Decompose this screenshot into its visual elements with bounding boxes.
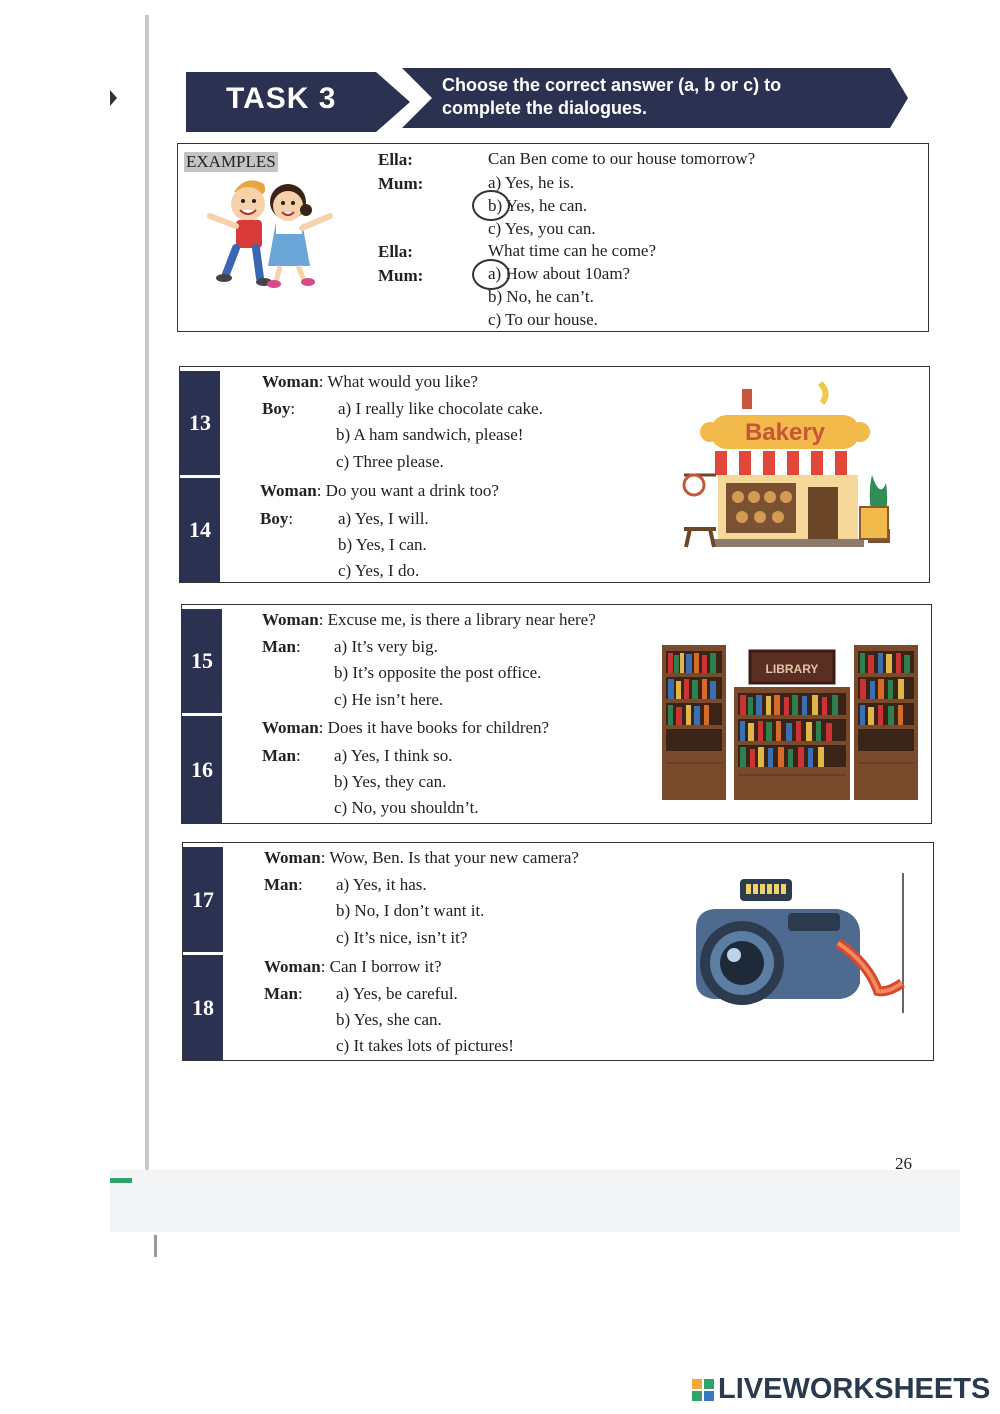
logo-text: LIVEWORKSHEETS — [718, 1373, 991, 1405]
question-speaker: Woman — [260, 481, 317, 500]
question-speaker: Woman — [262, 372, 319, 391]
question-speaker: Woman — [264, 848, 321, 867]
option-c[interactable]: c) No, you shouldn’t. — [334, 798, 479, 817]
question-line — [262, 372, 478, 392]
answer-speaker-line: Man: — [264, 984, 303, 1003]
example-line: a) How about 10am? — [488, 264, 631, 283]
page-number: 26 — [895, 1154, 912, 1173]
option-c[interactable]: c) Yes, I do. — [338, 561, 420, 580]
task-title: TASK 3 — [226, 82, 337, 115]
question-text: : Excuse me, is there a library near here? — [318, 610, 596, 629]
answer-speaker-line: Boy: — [262, 399, 296, 418]
option-b[interactable]: b) Yes, they can. — [334, 772, 447, 791]
example-speaker: Ella: — [378, 150, 413, 169]
question-speaker: Woman — [262, 718, 319, 737]
answer-circle — [472, 259, 510, 290]
option-a[interactable]: a) Yes, it has. — [336, 875, 427, 894]
question-text: : Can I borrow it? — [320, 957, 442, 976]
answer-speaker: Man — [264, 984, 298, 1003]
question-line — [260, 481, 499, 501]
example-line: c) To our house. — [488, 310, 598, 329]
answer-speaker-line: Boy: — [260, 509, 294, 528]
example-line: a) Yes, he is. — [488, 173, 574, 192]
option-a[interactable]: a) Yes, I will. — [338, 509, 429, 528]
option-c[interactable]: c) He isn’t here. — [334, 690, 444, 709]
option-b[interactable]: b) Yes, I can. — [338, 535, 427, 554]
answer-speaker: Man — [262, 637, 296, 656]
children-illustration — [206, 174, 341, 299]
example-speaker: Ella: — [378, 242, 413, 261]
question-group-13-14 — [179, 366, 930, 583]
example-speaker: Mum: — [378, 174, 424, 193]
question-text: : What would you like? — [318, 372, 478, 391]
instruction-line-1: Choose the correct answer (a, b or c) to — [442, 75, 782, 95]
question-line — [264, 848, 579, 868]
question-number: 15 — [182, 609, 222, 713]
example-line: Can Ben come to our house tomorrow? — [488, 149, 756, 168]
example-line: What time can he come? — [488, 241, 657, 260]
instruction-line-2: complete the dialogues. — [442, 98, 648, 118]
example-line: b) Yes, he can. — [488, 196, 588, 215]
answer-circle — [472, 190, 510, 221]
option-a[interactable]: a) It’s very big. — [334, 637, 438, 656]
task-banner — [186, 64, 910, 132]
task-instruction — [442, 74, 882, 120]
question-line — [264, 957, 442, 977]
question-line — [262, 718, 549, 738]
question-group-15-16 — [181, 604, 932, 824]
answer-speaker: Boy — [262, 399, 291, 418]
green-mark — [110, 1178, 132, 1183]
option-c[interactable]: c) It takes lots of pictures! — [336, 1036, 514, 1055]
example-line: b) No, he can’t. — [488, 287, 594, 306]
option-b[interactable]: b) No, I don’t want it. — [336, 901, 485, 920]
bakery-illustration — [680, 379, 910, 554]
option-b[interactable]: b) A ham sandwich, please! — [336, 425, 524, 444]
example-line: c) Yes, you can. — [488, 219, 596, 238]
example-speaker: Mum: — [378, 266, 424, 285]
option-b[interactable]: b) It’s opposite the post office. — [334, 663, 542, 682]
margin-arrow-icon — [110, 90, 117, 106]
scan-mark — [154, 1235, 157, 1257]
question-number: 17 — [183, 847, 223, 952]
option-c[interactable]: c) It’s nice, isn’t it? — [336, 928, 468, 947]
question-number: 16 — [182, 716, 222, 823]
question-line — [262, 610, 596, 630]
question-speaker: Woman — [264, 957, 321, 976]
question-number: 13 — [180, 371, 220, 475]
question-number: 18 — [183, 955, 223, 1060]
answer-speaker-line: Man: — [262, 746, 301, 765]
question-group-17-18 — [182, 842, 934, 1061]
liveworksheets-logo[interactable] — [692, 1373, 990, 1406]
question-text: : Does it have books for children? — [318, 718, 550, 737]
option-a[interactable]: a) Yes, be careful. — [336, 984, 458, 1003]
option-a[interactable]: a) Yes, I think so. — [334, 746, 453, 765]
scan-binding-line — [145, 15, 149, 1170]
option-c[interactable]: c) Three please. — [336, 452, 444, 471]
scan-shadow — [110, 1170, 960, 1232]
camera-illustration — [688, 873, 913, 1013]
option-b[interactable]: b) Yes, she can. — [336, 1010, 442, 1029]
question-number: 14 — [180, 478, 220, 582]
answer-speaker: Boy — [260, 509, 289, 528]
logo-grid-icon — [692, 1379, 714, 1401]
library-sign: LIBRARY — [765, 662, 819, 676]
option-a[interactable]: a) I really like chocolate cake. — [338, 399, 543, 418]
library-illustration — [662, 645, 922, 800]
question-text: : Do you want a drink too? — [316, 481, 499, 500]
examples-label: EXAMPLES — [186, 152, 276, 171]
question-speaker: Woman — [262, 610, 319, 629]
answer-speaker-line: Man: — [262, 637, 301, 656]
answer-speaker: Man — [262, 746, 296, 765]
answer-speaker: Man — [264, 875, 298, 894]
answer-speaker-line: Man: — [264, 875, 303, 894]
bakery-sign: Bakery — [744, 419, 826, 446]
question-text: : Wow, Ben. Is that your new camera? — [320, 848, 579, 867]
examples-box — [177, 143, 929, 332]
